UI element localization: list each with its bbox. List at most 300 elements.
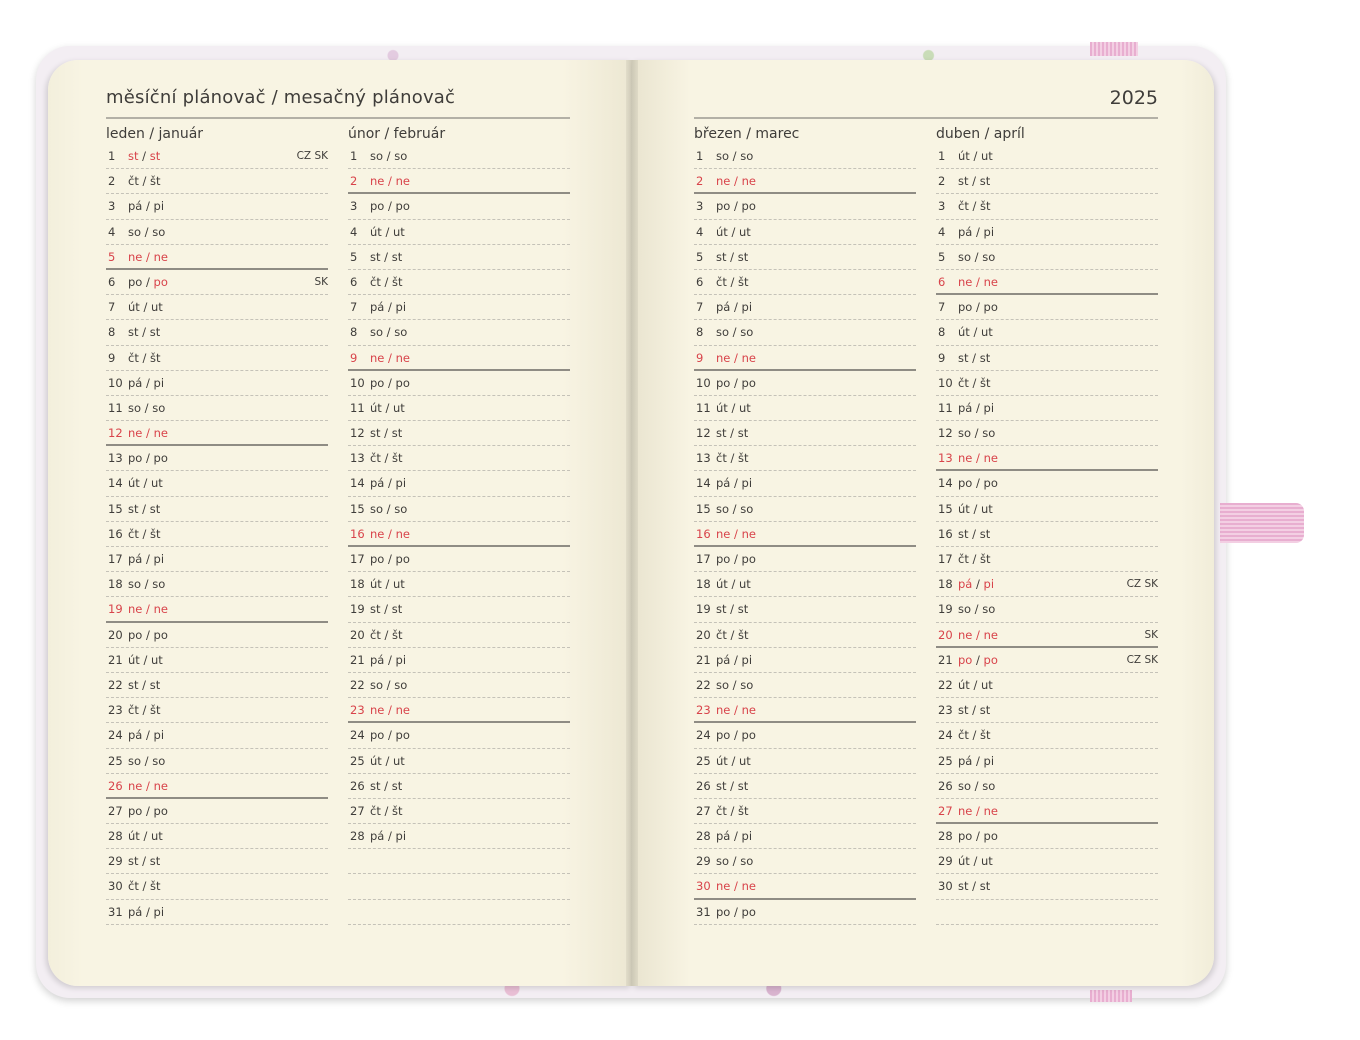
day-number: 11 xyxy=(696,400,711,415)
day-number: 2 xyxy=(696,174,704,189)
weekday-separator: / xyxy=(972,224,984,239)
day-row xyxy=(694,169,916,194)
weekday-cz: so xyxy=(370,325,384,340)
weekday-cz: so xyxy=(958,249,972,264)
day-row xyxy=(936,849,1158,874)
day-row xyxy=(348,648,570,673)
weekday-separator: / xyxy=(384,174,396,189)
day-number: 22 xyxy=(350,677,365,692)
weekday-cz: st xyxy=(370,426,381,441)
day-number: 10 xyxy=(696,375,711,390)
day-row xyxy=(106,648,328,673)
month-heading: duben / apríl xyxy=(936,126,1025,142)
day-number: 18 xyxy=(350,577,365,592)
weekday-sk: ne xyxy=(983,627,998,642)
day-row xyxy=(936,648,1158,673)
month-heading: leden / január xyxy=(106,126,204,142)
weekday-sk: pi xyxy=(741,652,753,667)
day-number: 6 xyxy=(108,274,116,289)
weekday-cz: ne xyxy=(370,703,385,718)
day-row xyxy=(106,320,328,345)
day-row xyxy=(106,295,328,320)
weekday-cz: út xyxy=(958,854,970,869)
weekday-sk: po xyxy=(395,199,410,214)
weekday-sk: po xyxy=(983,652,998,667)
day-row xyxy=(694,144,916,169)
bookmark-ribbon xyxy=(1220,503,1304,543)
weekday-cz: pá xyxy=(370,652,385,667)
weekday-sk: st xyxy=(391,249,403,264)
weekday-sk: ne xyxy=(741,879,756,894)
day-row xyxy=(694,320,916,345)
day-number: 22 xyxy=(938,677,953,692)
day-number: 2 xyxy=(108,174,116,189)
day-row xyxy=(936,497,1158,522)
day-row xyxy=(348,623,570,648)
weekday-separator: / xyxy=(730,879,742,894)
day-number: 10 xyxy=(938,375,953,390)
day-number: 23 xyxy=(938,703,953,718)
weekday-separator: / xyxy=(969,325,981,340)
weekday-cz: čt xyxy=(958,199,969,214)
weekday-sk: so xyxy=(740,149,754,163)
day-number: 15 xyxy=(696,501,711,516)
day-list xyxy=(348,144,570,925)
day-number: 16 xyxy=(350,526,365,541)
day-row xyxy=(106,396,328,421)
day-number: 2 xyxy=(938,174,946,189)
weekday-separator: / xyxy=(729,501,741,516)
weekday-separator: / xyxy=(139,652,151,667)
weekday-cz: po xyxy=(716,552,731,566)
weekday-separator: / xyxy=(141,753,153,768)
day-number: 25 xyxy=(108,753,123,768)
day-row xyxy=(106,169,328,194)
day-row xyxy=(936,572,1158,597)
weekday-separator: / xyxy=(729,677,741,692)
weekday-sk: po xyxy=(741,375,756,390)
weekday-sk: so xyxy=(982,778,996,793)
day-row xyxy=(694,849,916,874)
weekday-cz: út xyxy=(958,149,970,163)
weekday-cz: so xyxy=(370,501,384,516)
weekday-cz: út xyxy=(958,325,970,340)
weekday-separator: / xyxy=(729,325,741,340)
weekday-sk: pi xyxy=(741,300,753,315)
day-row xyxy=(106,421,328,446)
weekday-sk: pi xyxy=(153,375,165,390)
day-number: 5 xyxy=(938,249,946,264)
weekday-cz: pá xyxy=(958,224,973,239)
day-number: 14 xyxy=(696,476,711,491)
day-number: 23 xyxy=(350,703,365,718)
month-column-april xyxy=(936,124,1158,925)
weekday-sk: ne xyxy=(395,174,410,189)
weekday-separator: / xyxy=(384,375,396,390)
weekday-sk: pi xyxy=(153,728,165,743)
day-number: 15 xyxy=(350,501,365,516)
weekday-separator: / xyxy=(726,274,739,289)
weekday-cz: út xyxy=(958,501,970,516)
month-heading: březen / marec xyxy=(694,126,800,142)
weekday-separator: / xyxy=(969,501,981,516)
weekday-separator: / xyxy=(142,199,154,214)
weekday-sk: st xyxy=(979,703,991,718)
day-number: 16 xyxy=(938,526,953,541)
weekday-separator: / xyxy=(138,854,150,869)
weekday-cz: pá xyxy=(128,552,143,566)
month-column-february xyxy=(348,124,570,925)
weekday-sk: št xyxy=(150,526,161,541)
weekday-cz: so xyxy=(128,400,142,415)
day-row xyxy=(694,749,916,774)
weekday-cz: út xyxy=(370,577,382,592)
weekday-separator: / xyxy=(138,174,151,189)
day-row xyxy=(348,522,570,547)
day-number: 20 xyxy=(350,627,365,642)
weekday-separator: / xyxy=(138,501,150,516)
weekday-sk: po xyxy=(741,728,756,743)
day-row xyxy=(106,245,328,270)
weekday-separator: / xyxy=(971,778,983,793)
weekday-sk: ut xyxy=(151,300,163,315)
day-number: 24 xyxy=(696,728,711,743)
weekday-sk: ut xyxy=(981,677,993,692)
day-row xyxy=(348,194,570,219)
day-row xyxy=(348,597,570,622)
weekday-cz: pá xyxy=(716,829,731,844)
weekday-sk: st xyxy=(979,174,991,189)
weekday-separator: / xyxy=(972,753,984,768)
day-row xyxy=(106,698,328,723)
day-number: 14 xyxy=(108,476,123,491)
day-row xyxy=(348,497,570,522)
day-number: 12 xyxy=(696,426,711,441)
weekday-cz: st xyxy=(958,703,969,718)
weekday-sk: so xyxy=(982,249,996,264)
weekday-cz: čt xyxy=(958,728,969,743)
weekday-cz: čt xyxy=(716,627,727,642)
weekday-cz: ne xyxy=(370,174,385,189)
day-number: 25 xyxy=(696,753,711,768)
weekday-cz: čt xyxy=(370,803,381,818)
weekday-sk: st xyxy=(737,426,749,441)
weekday-cz: ne xyxy=(716,350,731,365)
day-row xyxy=(106,497,328,522)
weekday-separator: / xyxy=(139,300,151,315)
day-row xyxy=(106,623,328,648)
weekday-cz: st xyxy=(128,501,139,516)
day-row xyxy=(106,572,328,597)
day-number: 25 xyxy=(350,753,365,768)
day-number: 29 xyxy=(696,854,711,869)
page-gutter xyxy=(626,60,638,986)
weekday-sk: št xyxy=(980,728,991,743)
day-number: 1 xyxy=(108,149,116,163)
weekday-separator: / xyxy=(142,375,154,390)
weekday-separator: / xyxy=(726,778,738,793)
day-row xyxy=(106,371,328,396)
day-row xyxy=(694,220,916,245)
weekday-cz: po xyxy=(716,199,731,214)
day-number: 12 xyxy=(350,426,365,441)
weekday-sk: ut xyxy=(739,224,751,239)
day-row xyxy=(936,194,1158,219)
day-number: 4 xyxy=(696,224,704,239)
weekday-sk: št xyxy=(738,627,749,642)
weekday-sk: so xyxy=(394,149,408,163)
weekday-sk: po xyxy=(741,904,756,919)
day-number: 23 xyxy=(108,703,123,718)
weekday-sk: ut xyxy=(393,224,405,239)
day-row xyxy=(694,194,916,219)
day-row xyxy=(936,749,1158,774)
day-row xyxy=(106,471,328,496)
day-list xyxy=(106,144,328,925)
day-number: 21 xyxy=(350,652,365,667)
day-row xyxy=(936,295,1158,320)
weekday-separator: / xyxy=(730,199,742,214)
weekday-separator: / xyxy=(138,526,151,541)
weekday-sk: ne xyxy=(395,526,410,541)
weekday-cz: so xyxy=(958,602,972,617)
day-number: 28 xyxy=(938,829,953,844)
weekday-cz: so xyxy=(128,224,142,239)
weekday-cz: čt xyxy=(370,274,381,289)
day-row xyxy=(694,346,916,371)
day-number: 20 xyxy=(938,627,953,642)
weekday-separator: / xyxy=(142,602,154,617)
day-number: 1 xyxy=(938,149,946,163)
weekday-separator: / xyxy=(972,577,984,592)
day-number: 12 xyxy=(938,426,953,441)
day-number: 26 xyxy=(938,778,953,793)
weekday-sk: po xyxy=(153,451,168,466)
weekday-separator: / xyxy=(971,602,983,617)
weekday-sk: pi xyxy=(395,652,407,667)
weekday-cz: čt xyxy=(128,174,139,189)
weekday-sk: ne xyxy=(153,602,168,617)
weekday-separator: / xyxy=(384,526,396,541)
day-number: 15 xyxy=(938,501,953,516)
weekday-separator: / xyxy=(726,602,738,617)
weekday-separator: / xyxy=(381,577,393,592)
weekday-cz: pá xyxy=(958,400,973,415)
day-row xyxy=(694,446,916,471)
weekday-separator: / xyxy=(380,274,393,289)
day-number: 11 xyxy=(938,400,953,415)
day-row-empty xyxy=(936,900,1158,925)
day-row xyxy=(694,572,916,597)
day-number: 24 xyxy=(108,728,123,743)
planner-year: 2025 xyxy=(1109,87,1158,109)
weekday-separator: / xyxy=(381,753,393,768)
weekday-cz: ne xyxy=(716,174,731,189)
weekday-cz: pá xyxy=(128,375,143,390)
day-row xyxy=(348,749,570,774)
day-row xyxy=(106,547,328,572)
weekday-sk: st xyxy=(979,350,991,365)
weekday-separator: / xyxy=(730,350,742,365)
weekday-cz: po xyxy=(370,375,385,390)
holiday-marker: CZ SK xyxy=(1126,578,1158,591)
weekday-sk: so xyxy=(740,501,754,516)
day-number: 1 xyxy=(696,149,704,163)
bookmark-ribbon-top xyxy=(1090,42,1138,56)
weekday-cz: st xyxy=(370,778,381,793)
weekday-cz: po xyxy=(958,300,973,315)
weekday-sk: ne xyxy=(741,350,756,365)
weekday-cz: čt xyxy=(716,451,727,466)
weekday-cz: so xyxy=(128,753,142,768)
day-number: 9 xyxy=(696,350,704,365)
weekday-sk: st xyxy=(149,149,161,163)
day-row xyxy=(106,194,328,219)
weekday-separator: / xyxy=(383,325,395,340)
day-row xyxy=(936,471,1158,496)
weekday-separator: / xyxy=(726,426,738,441)
weekday-sk: ut xyxy=(981,854,993,869)
weekday-cz: čt xyxy=(128,879,139,894)
weekday-cz: so xyxy=(128,577,142,592)
weekday-cz: st xyxy=(128,325,139,340)
weekday-separator: / xyxy=(380,426,392,441)
day-row xyxy=(694,295,916,320)
day-row xyxy=(936,522,1158,547)
day-row xyxy=(936,723,1158,748)
day-row xyxy=(348,270,570,295)
day-row xyxy=(348,673,570,698)
weekday-sk: ut xyxy=(739,577,751,592)
day-row xyxy=(694,471,916,496)
day-number: 24 xyxy=(350,728,365,743)
weekday-cz: st xyxy=(716,249,727,264)
day-number: 7 xyxy=(108,300,116,315)
day-number: 9 xyxy=(938,350,946,365)
weekday-separator: / xyxy=(727,400,739,415)
weekday-cz: ne xyxy=(128,778,143,793)
weekday-sk: ut xyxy=(981,149,993,163)
day-number: 31 xyxy=(696,904,711,919)
day-row-empty xyxy=(348,874,570,899)
day-number: 14 xyxy=(938,476,953,491)
weekday-sk: št xyxy=(980,199,991,214)
weekday-cz: pá xyxy=(958,753,973,768)
day-row xyxy=(348,169,570,194)
day-row xyxy=(936,371,1158,396)
weekday-sk: ut xyxy=(393,400,405,415)
day-row xyxy=(694,371,916,396)
day-row xyxy=(694,648,916,673)
day-row xyxy=(936,698,1158,723)
day-row xyxy=(936,320,1158,345)
weekday-sk: st xyxy=(149,854,161,869)
weekday-separator: / xyxy=(730,703,742,718)
day-row xyxy=(348,396,570,421)
weekday-sk: pi xyxy=(153,904,165,919)
weekday-cz: st xyxy=(370,602,381,617)
weekday-cz: út xyxy=(370,224,382,239)
month-column-march xyxy=(694,124,916,925)
day-number: 27 xyxy=(108,803,123,818)
weekday-separator: / xyxy=(972,451,984,466)
weekday-sk: so xyxy=(740,677,754,692)
weekday-cz: po xyxy=(370,552,385,566)
day-number: 11 xyxy=(350,400,365,415)
weekday-cz: čt xyxy=(370,451,381,466)
day-number: 13 xyxy=(350,451,365,466)
weekday-cz: ne xyxy=(958,451,973,466)
weekday-sk: št xyxy=(150,879,161,894)
weekday-separator: / xyxy=(969,149,981,163)
weekday-sk: pi xyxy=(741,829,753,844)
weekday-cz: po xyxy=(128,451,143,466)
weekday-sk: št xyxy=(392,627,403,642)
weekday-sk: so xyxy=(740,325,754,340)
weekday-sk: ne xyxy=(983,451,998,466)
day-list xyxy=(936,144,1158,925)
weekday-cz: po xyxy=(128,627,143,642)
day-row xyxy=(694,623,916,648)
weekday-separator: / xyxy=(971,249,983,264)
day-number: 30 xyxy=(938,879,953,894)
day-number: 18 xyxy=(938,577,953,592)
weekday-cz: út xyxy=(716,753,728,768)
day-row xyxy=(106,874,328,899)
weekday-separator: / xyxy=(726,803,739,818)
weekday-sk: ne xyxy=(983,803,998,818)
day-number: 12 xyxy=(108,426,123,441)
weekday-cz: st xyxy=(958,526,969,541)
weekday-sk: st xyxy=(149,325,161,340)
weekday-separator: / xyxy=(972,400,984,415)
day-row xyxy=(694,270,916,295)
weekday-sk: po xyxy=(153,274,168,289)
weekday-separator: / xyxy=(730,300,742,315)
day-row xyxy=(106,522,328,547)
day-row xyxy=(348,220,570,245)
day-row xyxy=(348,295,570,320)
day-row xyxy=(936,547,1158,572)
day-row xyxy=(936,346,1158,371)
weekday-separator: / xyxy=(726,249,738,264)
weekday-sk: št xyxy=(392,274,403,289)
day-row xyxy=(106,749,328,774)
weekday-sk: st xyxy=(737,249,749,264)
weekday-sk: pi xyxy=(153,199,165,214)
weekday-sk: ut xyxy=(981,325,993,340)
weekday-separator: / xyxy=(727,753,739,768)
day-number: 7 xyxy=(938,300,946,315)
weekday-cz: po xyxy=(958,652,973,667)
weekday-cz: út xyxy=(716,400,728,415)
weekday-separator: / xyxy=(142,904,154,919)
weekday-cz: st xyxy=(128,677,139,692)
weekday-separator: / xyxy=(383,501,395,516)
weekday-separator: / xyxy=(384,652,396,667)
day-row xyxy=(106,144,328,169)
weekday-cz: po xyxy=(370,728,385,743)
day-number: 5 xyxy=(350,249,358,264)
day-number: 7 xyxy=(350,300,358,315)
weekday-separator: / xyxy=(968,879,980,894)
weekday-separator: / xyxy=(380,249,392,264)
weekday-sk: št xyxy=(392,451,403,466)
weekday-separator: / xyxy=(380,451,393,466)
bookmark-ribbon-bottom xyxy=(1090,990,1132,1002)
weekday-sk: ut xyxy=(739,753,751,768)
weekday-sk: št xyxy=(738,803,749,818)
